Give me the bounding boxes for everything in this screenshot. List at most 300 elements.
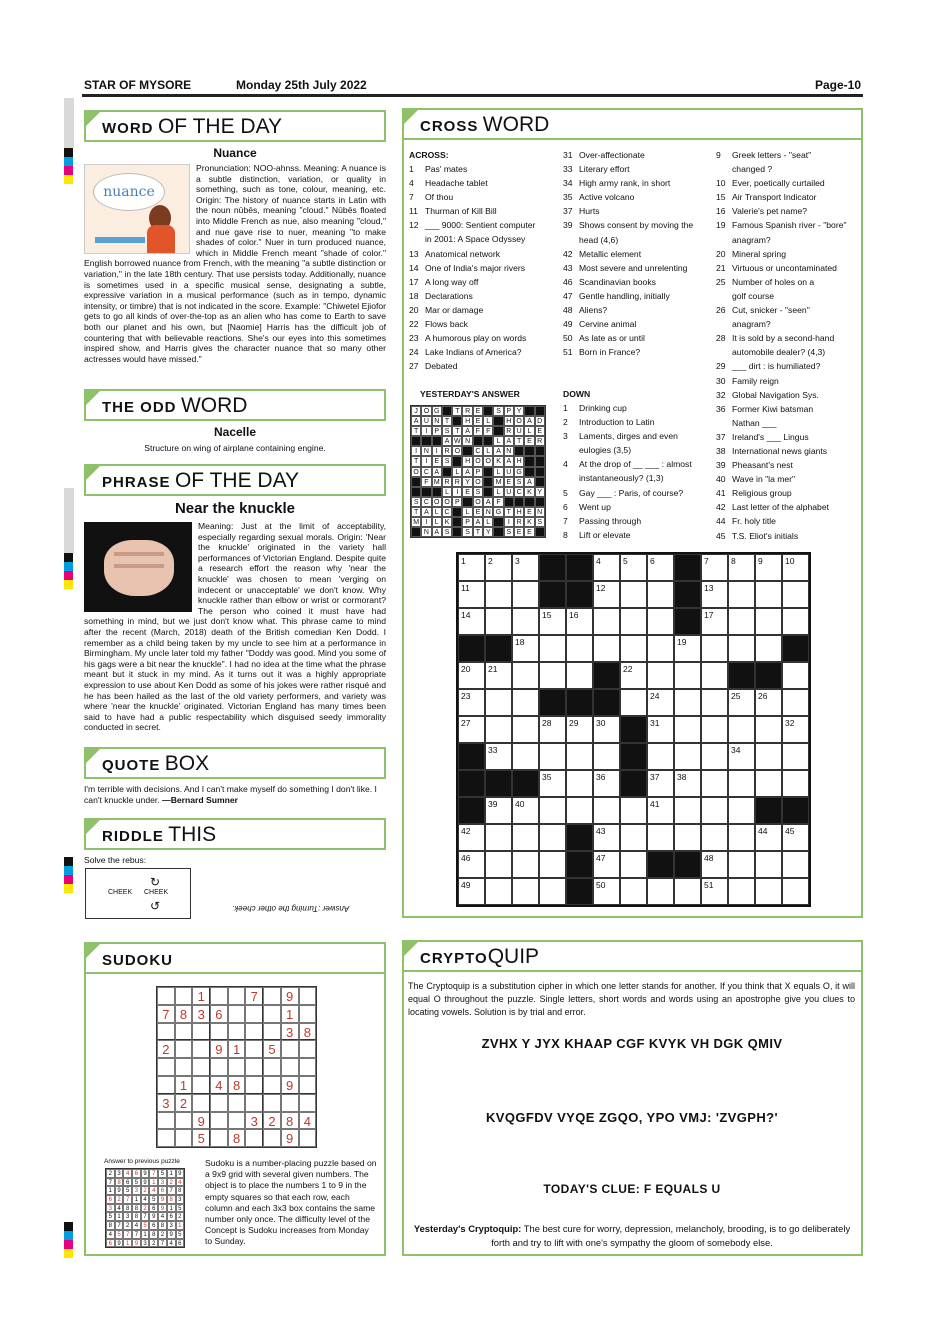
grid-cell (674, 581, 701, 608)
sudoku-cell[interactable]: 3 (245, 1112, 263, 1130)
sudoku-cell[interactable] (245, 1040, 263, 1058)
grid-cell[interactable] (620, 608, 647, 635)
grid-cell[interactable]: 24 (647, 689, 674, 716)
grid-cell[interactable] (512, 851, 539, 878)
grid-cell[interactable]: 22 (620, 662, 647, 689)
grid-cell[interactable] (701, 770, 728, 797)
grid-cell[interactable]: 12 (593, 581, 620, 608)
sudoku-cell[interactable] (157, 1023, 175, 1041)
answer-cell (421, 436, 431, 446)
sudoku-cell[interactable] (192, 1023, 210, 1041)
grid-cell[interactable]: 9 (755, 554, 782, 581)
answer-cell: F (493, 497, 503, 507)
clue: 2 Introduction to Latin (563, 417, 655, 428)
answer-cell: 9 (158, 1204, 167, 1213)
answer-cell: L (452, 467, 462, 477)
sudoku-cell[interactable]: 4 (210, 1076, 228, 1094)
header-rule (82, 94, 863, 97)
answer-cell (535, 467, 545, 477)
grid-cell[interactable]: 28 (539, 716, 566, 743)
grid-cell (539, 689, 566, 716)
sudoku-cell[interactable] (210, 1129, 228, 1147)
sudoku-grid[interactable] (156, 986, 317, 1148)
grid-cell[interactable] (674, 797, 701, 824)
grid-cell[interactable] (728, 797, 755, 824)
grid-cell[interactable] (485, 608, 512, 635)
riddle-title: RIDDLE THIS (84, 818, 386, 850)
sudoku-cell[interactable]: 5 (263, 1040, 281, 1058)
grid-cell (674, 608, 701, 635)
grid-cell[interactable]: 23 (458, 689, 485, 716)
sudoku-cell[interactable]: 9 (281, 1129, 299, 1147)
grid-cell[interactable] (728, 608, 755, 635)
grid-cell[interactable] (728, 770, 755, 797)
grid-cell[interactable] (647, 878, 674, 905)
answer-cell: T (473, 527, 483, 537)
grid-cell[interactable] (782, 770, 809, 797)
sudoku-cell[interactable]: 2 (175, 1094, 193, 1112)
answer-cell: 5 (106, 1212, 115, 1221)
grid-cell[interactable]: 4 (593, 554, 620, 581)
grid-cell[interactable] (485, 716, 512, 743)
grid-cell[interactable] (674, 716, 701, 743)
answer-cell: 3 (106, 1204, 115, 1213)
sudoku-cell[interactable]: 8 (281, 1112, 299, 1130)
grid-cell[interactable] (512, 824, 539, 851)
clue: 10 Ever, poetically curtailed (716, 178, 825, 189)
answer-cell: U (514, 426, 524, 436)
grid-cell[interactable] (728, 878, 755, 905)
sudoku-cell[interactable]: 9 (210, 1040, 228, 1058)
grid-cell[interactable]: 41 (647, 797, 674, 824)
clue: 17 A long way off (409, 276, 479, 287)
sudoku-cell[interactable] (175, 987, 193, 1005)
grid-cell[interactable] (566, 797, 593, 824)
sudoku-cell[interactable] (210, 1112, 228, 1130)
sudoku-cell[interactable]: 9 (281, 1076, 299, 1094)
grid-cell[interactable] (701, 743, 728, 770)
grid-cell[interactable] (674, 662, 701, 689)
grid-cell[interactable] (755, 851, 782, 878)
sudoku-cell[interactable] (263, 987, 281, 1005)
grid-cell[interactable] (485, 851, 512, 878)
answer-cell (483, 406, 493, 416)
grid-cell[interactable] (674, 689, 701, 716)
answer-cell (504, 497, 514, 507)
grid-cell[interactable]: 27 (458, 716, 485, 743)
grid-cell[interactable] (674, 824, 701, 851)
grid-cell[interactable]: 2 (485, 554, 512, 581)
sudoku-cell[interactable] (192, 1076, 210, 1094)
answer-cell: Y (483, 527, 493, 537)
answer-cell: 2 (167, 1178, 176, 1187)
sudoku-cell[interactable] (263, 1058, 281, 1076)
grid-cell[interactable] (728, 716, 755, 743)
sudoku-cell[interactable] (192, 1040, 210, 1058)
grid-cell[interactable] (620, 581, 647, 608)
sudoku-cell[interactable] (192, 1058, 210, 1076)
sudoku-cell[interactable] (175, 1023, 193, 1041)
grid-cell[interactable]: 49 (458, 878, 485, 905)
answer-cell: E (524, 527, 534, 537)
clue: 1 Pas' mates (409, 164, 468, 174)
grid-cell[interactable] (647, 824, 674, 851)
sudoku-cell[interactable] (263, 1076, 281, 1094)
sudoku-title: SUDOKU (84, 942, 386, 974)
sudoku-cell[interactable]: 1 (175, 1076, 193, 1094)
grid-cell[interactable] (620, 689, 647, 716)
grid-cell[interactable]: 13 (701, 581, 728, 608)
grid-cell[interactable]: 29 (566, 716, 593, 743)
sudoku-cell[interactable] (157, 1112, 175, 1130)
grid-cell[interactable] (539, 824, 566, 851)
grid-cell[interactable] (782, 851, 809, 878)
grid-cell[interactable] (782, 608, 809, 635)
grid-cell[interactable] (647, 743, 674, 770)
grid-cell[interactable] (620, 851, 647, 878)
answer-cell (452, 507, 462, 517)
sudoku-cell[interactable]: 8 (228, 1076, 246, 1094)
grid-cell[interactable]: 7 (701, 554, 728, 581)
sudoku-cell[interactable] (299, 1040, 317, 1058)
grid-cell[interactable]: 45 (782, 824, 809, 851)
grid-cell[interactable]: 16 (566, 608, 593, 635)
grid-cell[interactable] (782, 878, 809, 905)
answer-cell: E (524, 436, 534, 446)
sudoku-cell[interactable] (245, 1129, 263, 1147)
sudoku-cell[interactable]: 8 (299, 1023, 317, 1041)
grid-cell[interactable] (593, 635, 620, 662)
sudoku-cell[interactable]: 3 (281, 1023, 299, 1041)
grid-cell[interactable] (593, 608, 620, 635)
sudoku-cell[interactable] (245, 1058, 263, 1076)
sudoku-cell[interactable] (299, 1129, 317, 1147)
sudoku-cell[interactable] (281, 1040, 299, 1058)
grid-cell[interactable]: 33 (485, 743, 512, 770)
grid-cell[interactable]: 36 (593, 770, 620, 797)
grid-cell[interactable] (755, 581, 782, 608)
nuance-illustration: nuance (84, 164, 190, 254)
sudoku-cell[interactable]: 1 (192, 987, 210, 1005)
answer-cell: O (432, 497, 442, 507)
grid-cell[interactable]: 48 (701, 851, 728, 878)
grid-cell[interactable] (701, 716, 728, 743)
grid-cell[interactable] (701, 689, 728, 716)
grid-cell[interactable]: 31 (647, 716, 674, 743)
grid-cell[interactable] (755, 878, 782, 905)
grid-cell[interactable]: 26 (755, 689, 782, 716)
grid-cell[interactable]: 50 (593, 878, 620, 905)
grid-cell[interactable] (539, 743, 566, 770)
sudoku-cell[interactable] (210, 1094, 228, 1112)
answer-cell: S (442, 527, 452, 537)
grid-cell[interactable]: 40 (512, 797, 539, 824)
sudoku-cell[interactable]: 9 (281, 987, 299, 1005)
answer-cell: 6 (176, 1239, 185, 1248)
grid-cell[interactable] (647, 581, 674, 608)
answer-cell: I (411, 446, 421, 456)
grid-cell[interactable] (566, 635, 593, 662)
grid-cell[interactable]: 6 (647, 554, 674, 581)
sudoku-cell[interactable] (245, 1094, 263, 1112)
sudoku-cell[interactable] (263, 1023, 281, 1041)
grid-cell[interactable] (512, 716, 539, 743)
clue: 51 Born in France? (563, 347, 641, 358)
sudoku-cell[interactable] (228, 1058, 246, 1076)
grid-cell[interactable] (674, 878, 701, 905)
grid-cell[interactable]: 21 (485, 662, 512, 689)
answer-cell: L (432, 507, 442, 517)
sudoku-cell[interactable]: 5 (192, 1129, 210, 1147)
grid-cell[interactable]: 1 (458, 554, 485, 581)
grid-cell[interactable] (485, 878, 512, 905)
sudoku-cell[interactable] (175, 1040, 193, 1058)
grid-cell[interactable] (512, 581, 539, 608)
clue: 32 Global Navigation Sys. (716, 389, 819, 400)
answer-cell (452, 517, 462, 527)
grid-cell[interactable] (620, 635, 647, 662)
sudoku-cell[interactable] (228, 1023, 246, 1041)
grid-cell[interactable] (755, 743, 782, 770)
clue: 37 Hurts (563, 206, 600, 217)
grid-cell[interactable] (755, 608, 782, 635)
sudoku-cell[interactable]: 7 (245, 987, 263, 1005)
grid-cell[interactable] (593, 797, 620, 824)
sudoku-cell[interactable] (175, 1129, 193, 1147)
answer-cell: 1 (167, 1169, 176, 1178)
sudoku-cell[interactable]: 9 (192, 1112, 210, 1130)
clue: changed ? (732, 164, 773, 175)
sudoku-cell[interactable] (299, 1076, 317, 1094)
answer-cell: K (524, 487, 534, 497)
grid-cell[interactable] (539, 635, 566, 662)
sudoku-cell[interactable] (245, 1005, 263, 1023)
grid-cell[interactable]: 38 (674, 770, 701, 797)
answer-cell: I (452, 487, 462, 497)
sudoku-cell[interactable] (245, 1076, 263, 1094)
answer-cell: 4 (123, 1169, 132, 1178)
grid-cell (458, 797, 485, 824)
grid-cell[interactable]: 8 (728, 554, 755, 581)
sudoku-cell[interactable] (157, 1058, 175, 1076)
sudoku-cell[interactable] (228, 987, 246, 1005)
grid-cell[interactable]: 35 (539, 770, 566, 797)
grid-cell (566, 554, 593, 581)
grid-cell[interactable]: 37 (647, 770, 674, 797)
clue: 22 Flows back (409, 319, 468, 330)
sudoku-cell[interactable] (228, 1005, 246, 1023)
grid-cell[interactable] (728, 581, 755, 608)
sudoku-cell[interactable] (210, 1058, 228, 1076)
grid-cell[interactable]: 46 (458, 851, 485, 878)
sudoku-cell[interactable] (299, 1005, 317, 1023)
grid-cell[interactable] (701, 824, 728, 851)
sudoku-cell[interactable] (157, 1129, 175, 1147)
sudoku-cell[interactable] (263, 1129, 281, 1147)
answer-cell: 8 (123, 1204, 132, 1213)
sudoku-answer-grid (105, 1168, 185, 1248)
answer-cell: S (473, 487, 483, 497)
answer-cell (452, 456, 462, 466)
sudoku-cell[interactable] (228, 1112, 246, 1130)
grid-cell[interactable]: 32 (782, 716, 809, 743)
grid-cell[interactable] (593, 743, 620, 770)
grid-cell[interactable] (701, 662, 728, 689)
grid-cell[interactable]: 25 (728, 689, 755, 716)
grid-cell[interactable]: 5 (620, 554, 647, 581)
sudoku-cell[interactable] (175, 1058, 193, 1076)
sudoku-cell[interactable] (281, 1094, 299, 1112)
grid-cell[interactable] (755, 716, 782, 743)
clue: 36 Former Kiwi batsman (716, 403, 814, 414)
grid-cell[interactable] (728, 824, 755, 851)
sudoku-cell[interactable] (263, 1005, 281, 1023)
grid-cell[interactable] (701, 797, 728, 824)
sudoku-cell[interactable]: 7 (157, 1005, 175, 1023)
answer-cell: 6 (123, 1178, 132, 1187)
grid-cell[interactable]: 43 (593, 824, 620, 851)
clue: 45 T.S. Eliot's initials (716, 530, 799, 541)
grid-cell[interactable] (485, 581, 512, 608)
answer-cell (442, 467, 452, 477)
grid-cell[interactable]: 39 (485, 797, 512, 824)
yesterday-label: YESTERDAY'S ANSWER (420, 389, 520, 399)
riddle-prompt: Solve the rebus: (84, 855, 147, 865)
grid-cell[interactable] (728, 635, 755, 662)
grid-cell[interactable] (512, 608, 539, 635)
grid-cell[interactable]: 47 (593, 851, 620, 878)
grid-cell[interactable] (755, 635, 782, 662)
grid-cell[interactable] (566, 770, 593, 797)
answer-cell: Y (462, 477, 472, 487)
grid-cell[interactable] (755, 770, 782, 797)
grid-cell[interactable] (539, 878, 566, 905)
answer-cell: I (504, 517, 514, 527)
sudoku-cell[interactable]: 1 (228, 1040, 246, 1058)
sudoku-cell[interactable] (175, 1112, 193, 1130)
grid-cell[interactable] (782, 743, 809, 770)
grid-cell[interactable]: 14 (458, 608, 485, 635)
clue: 38 International news giants (716, 445, 828, 456)
sudoku-cell[interactable]: 6 (210, 1005, 228, 1023)
answer-cell: 9 (149, 1212, 158, 1221)
sudoku-cell[interactable]: 4 (299, 1112, 317, 1130)
grid-cell[interactable] (566, 743, 593, 770)
across-clues-2 (563, 148, 713, 359)
clue: 30 Family reign (716, 375, 779, 386)
grid-cell[interactable]: 11 (458, 581, 485, 608)
sudoku-cell[interactable]: 3 (157, 1094, 175, 1112)
grid-cell[interactable] (539, 797, 566, 824)
sudoku-cell[interactable]: 3 (192, 1005, 210, 1023)
clue: head (4,6) (579, 234, 619, 245)
sudoku-cell[interactable]: 8 (228, 1129, 246, 1147)
answer-cell: A (524, 416, 534, 426)
grid-cell[interactable]: 20 (458, 662, 485, 689)
grid-cell[interactable]: 19 (674, 635, 701, 662)
clue: eulogies (3,5) (579, 445, 632, 456)
grid-cell[interactable] (782, 581, 809, 608)
answer-cell (462, 497, 472, 507)
sudoku-cell[interactable]: 2 (263, 1112, 281, 1130)
sudoku-cell[interactable]: 8 (175, 1005, 193, 1023)
grid-cell[interactable] (512, 878, 539, 905)
sudoku-cell[interactable] (299, 987, 317, 1005)
grid-cell[interactable]: 17 (701, 608, 728, 635)
answer-cell: K (442, 517, 452, 527)
answer-cell: R (452, 477, 462, 487)
answer-cell (535, 497, 545, 507)
grid-cell[interactable]: 15 (539, 608, 566, 635)
grid-cell[interactable] (782, 689, 809, 716)
grid-cell[interactable] (539, 851, 566, 878)
clue: 20 Mar or damage (409, 304, 484, 315)
sudoku-cell[interactable] (210, 1023, 228, 1041)
grid-cell[interactable] (620, 878, 647, 905)
crossword-grid[interactable] (456, 552, 811, 907)
clue: 14 One of India's major rivers (409, 262, 526, 273)
sudoku-cell[interactable] (281, 1058, 299, 1076)
grid-cell[interactable] (620, 824, 647, 851)
grid-cell[interactable]: 18 (512, 635, 539, 662)
sudoku-cell[interactable] (192, 1094, 210, 1112)
grid-cell[interactable]: 3 (512, 554, 539, 581)
grid-cell[interactable]: 42 (458, 824, 485, 851)
grid-cell[interactable] (539, 662, 566, 689)
grid-cell[interactable] (647, 635, 674, 662)
grid-cell[interactable] (512, 743, 539, 770)
grid-cell[interactable] (728, 851, 755, 878)
grid-cell[interactable] (485, 689, 512, 716)
grid-cell[interactable] (566, 662, 593, 689)
answer-cell: 6 (149, 1221, 158, 1230)
sudoku-cell[interactable] (299, 1094, 317, 1112)
grid-cell[interactable] (782, 662, 809, 689)
clue: 41 Religious group (716, 488, 792, 499)
sudoku-cell[interactable] (157, 1076, 175, 1094)
clue: 42 Metallic element (563, 248, 642, 259)
grid-cell[interactable]: 30 (593, 716, 620, 743)
grid-cell[interactable]: 10 (782, 554, 809, 581)
grid-cell[interactable] (647, 608, 674, 635)
clue: 39 Shows consent by moving the (563, 220, 694, 231)
sudoku-cell[interactable] (299, 1058, 317, 1076)
grid-cell[interactable]: 44 (755, 824, 782, 851)
grid-cell[interactable]: 34 (728, 743, 755, 770)
grid-cell[interactable] (485, 824, 512, 851)
sudoku-cell[interactable] (263, 1094, 281, 1112)
grid-cell[interactable]: 51 (701, 878, 728, 905)
grid-cell[interactable] (647, 662, 674, 689)
grid-cell[interactable] (512, 689, 539, 716)
sudoku-cell[interactable]: 2 (157, 1040, 175, 1058)
grid-cell[interactable] (512, 662, 539, 689)
sudoku-cell[interactable]: 1 (281, 1005, 299, 1023)
answer-cell: 9 (115, 1239, 124, 1248)
grid-cell[interactable] (674, 743, 701, 770)
answer-cell: S (442, 426, 452, 436)
grid-cell[interactable] (701, 635, 728, 662)
grid-cell[interactable] (620, 797, 647, 824)
answer-cell: A (493, 446, 503, 456)
answer-cell: O (411, 467, 421, 477)
answer-cell: L (432, 517, 442, 527)
sudoku-cell[interactable] (210, 987, 228, 1005)
sudoku-cell[interactable] (157, 987, 175, 1005)
sudoku-cell[interactable] (228, 1094, 246, 1112)
sudoku-cell[interactable] (245, 1023, 263, 1041)
answer-cell: 5 (176, 1204, 185, 1213)
